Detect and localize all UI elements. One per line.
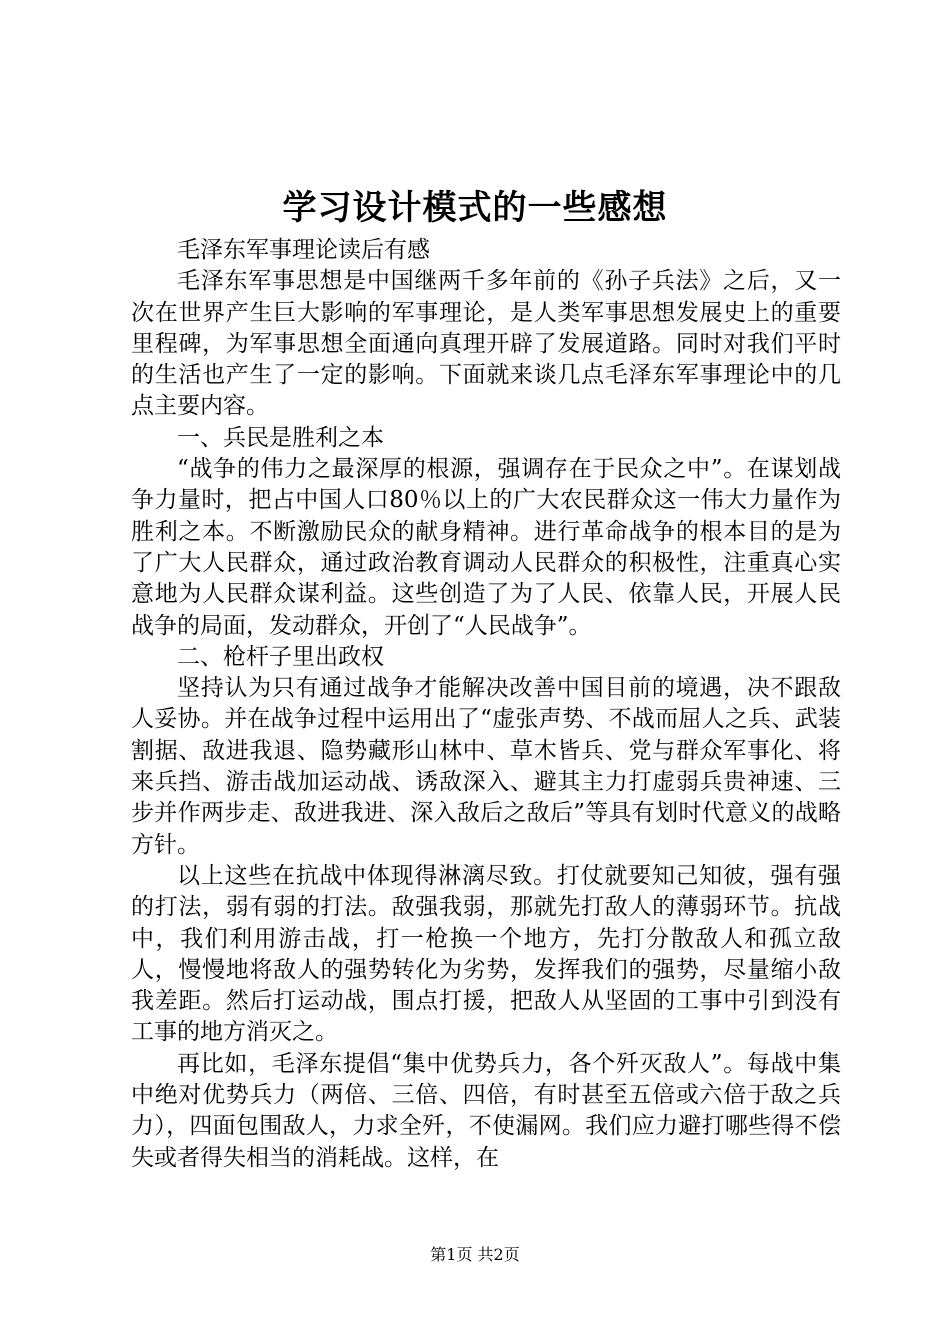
document-body (131, 235, 841, 1174)
body-paragraph: 以上这些在抗战中体现得淋漓尽致。打仗就要知己知彼，强有强的打法，弱有弱的打法。敌强我弱，那就先打敌人的薄弱环节。抗战中，我们利用游击战，打一枪换一个地方，先打分散敌人和孤立敌人，慢慢地将敌人的强势转化为劣势，发挥我们的强势，尽量缩小敌我差距。然后打运动战，围点打援，把敌人从坚固的工事中引到没有工事的地方消灭之。 (131, 862, 841, 1046)
body-paragraph: “战争的伟力之最深厚的根源，强调存在于民众之中”。在谋划战争力量时，把占中国人口80％以上的广大农民群众这一伟大力量作为胜利之本。不断激励民众的献身精神。进行革命战争的根本目的是为了广大人民群众，通过政治教育调动人民群众的积极性，注重真心实意地为人民群众谋利益。这些创造了为了人民、依靠人民，开展人民战争的局面，发动群众，开创了“人民战争”。 (131, 456, 841, 639)
page-number-footer: 第1页 共2页 (430, 1245, 520, 1264)
body-paragraph: 再比如，毛泽东提倡“集中优势兵力，各个歼灭敌人”。每战中集中绝对优势兵力（两倍、三倍、四倍，有时甚至五倍或六倍于敌之兵力），四面包围敌人，力求全歼，不使漏网。我们应力避打哪些得不偿失或者得失相当的消耗战。这样，在 (131, 1050, 841, 1171)
section-heading: 一、兵民是胜利之本 (177, 424, 384, 451)
body-paragraph: 毛泽东军事思想是中国继两千多年前的《孙子兵法》之后，又一次在世界产生巨大影响的军事理论，是人类军事思想发展史上的重要里程碑，为军事思想全面通向真理开辟了发展道路。同时对我们平时的生活也产生了一定的影响。下面就来谈几点毛泽东军事理论中的几点主要内容。 (131, 268, 841, 420)
body-paragraph: 坚持认为只有通过战争才能解决改善中国目前的境遇，决不跟敌人妥协。并在战争过程中运用出了“虚张声势、不战而屈人之兵、武装割据、敌进我退、隐势藏形山林中、草木皆兵、党与群众军事化、将来兵挡、游击战加运动战、诱敌深入、避其主力打虚弱兵贵神速、三步并作两步走、敌进我进、深入敌后之敌后”等具有划时代意义的战略方针。 (131, 675, 841, 858)
subtitle-paragraph: 毛泽东军事理论读后有感 (177, 237, 430, 263)
section-heading: 二、枪杆子里出政权 (177, 643, 384, 670)
document-title: 学习设计模式的一些感想 (282, 188, 668, 228)
